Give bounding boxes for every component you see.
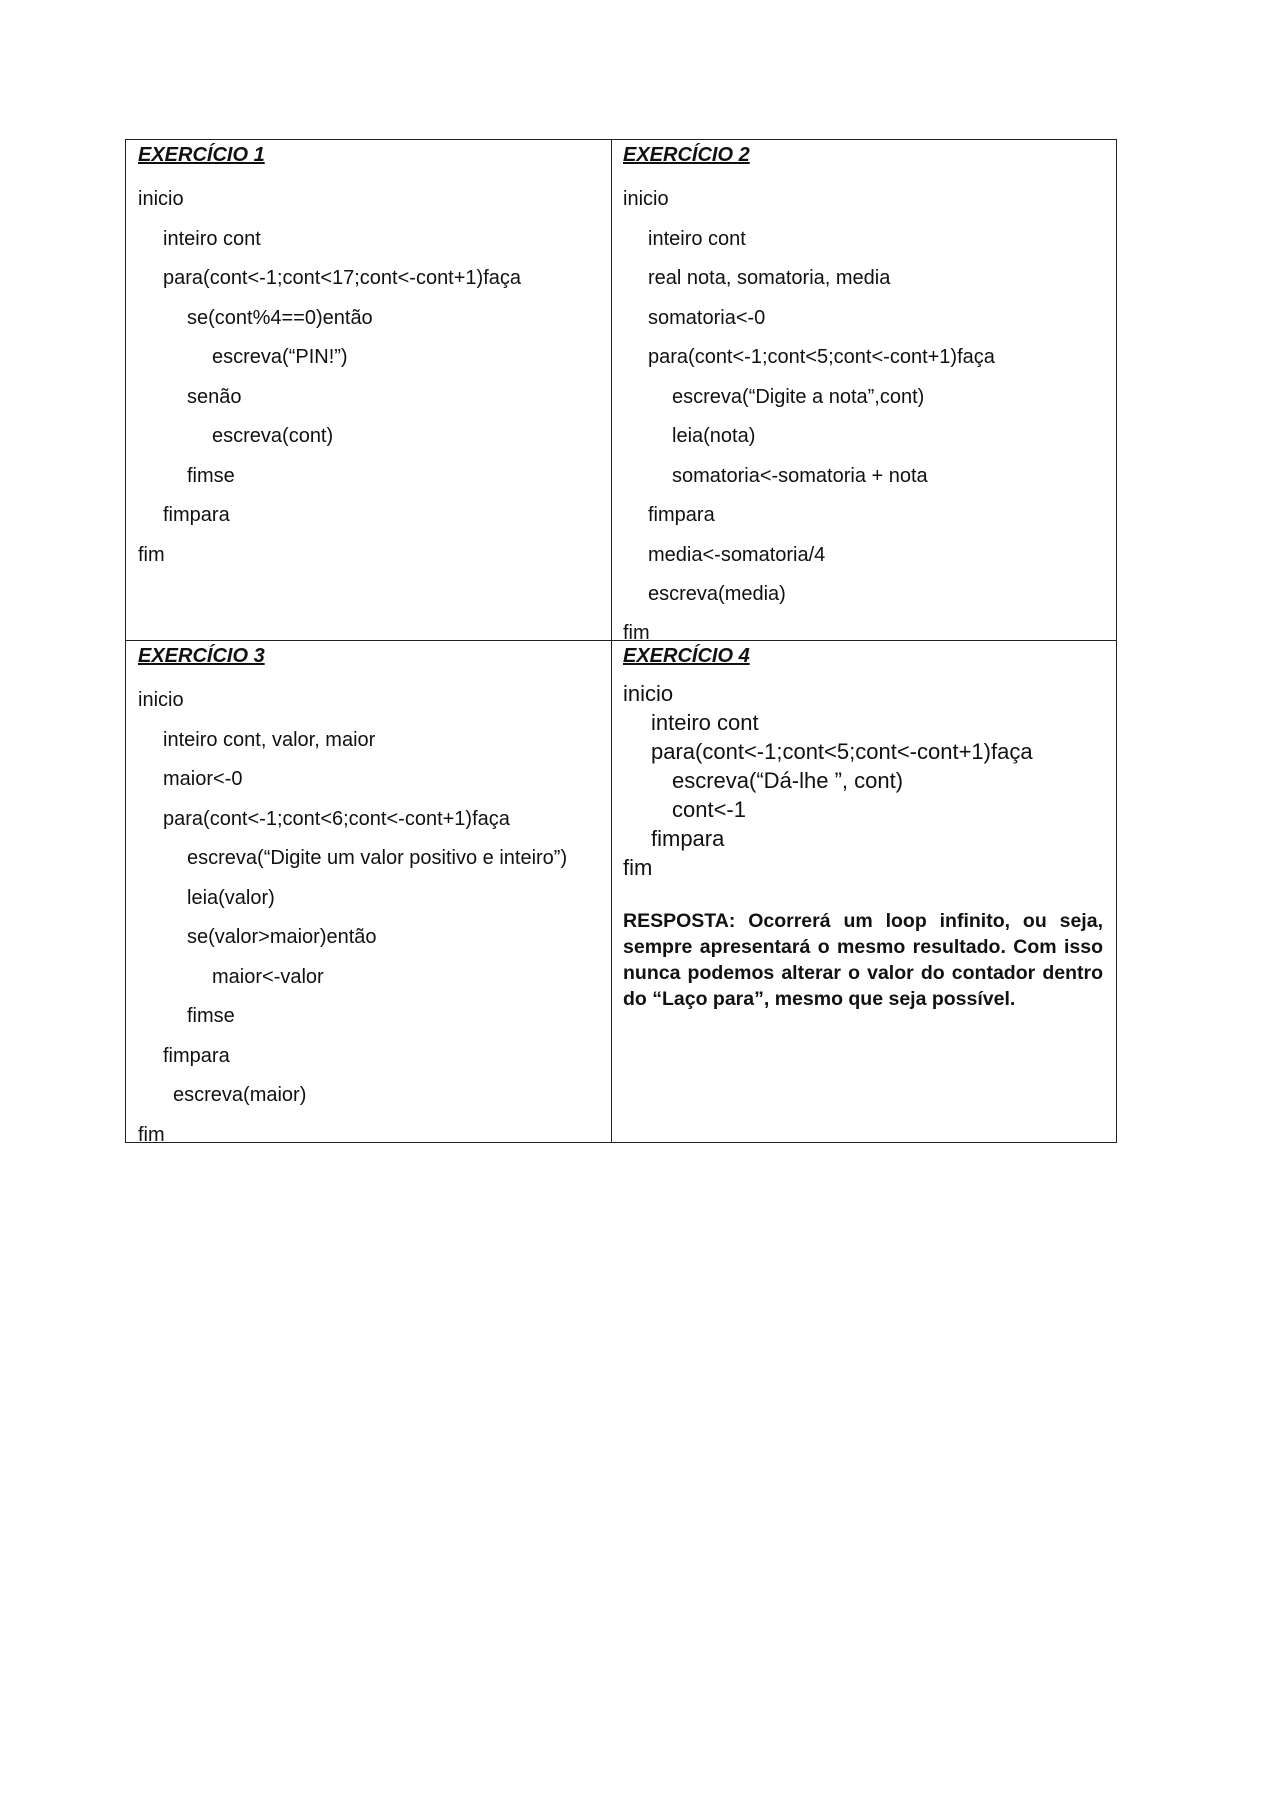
code-line: para(cont<-1;cont<17;cont<-cont+1)faça (163, 267, 522, 289)
answer-text: RESPOSTA: Ocorrerá um loop infinito, ou seja, sempre apresentará o mesmo resultado. Com isso nunca podemos alterar o valor do contador dentro do “Laço para”, mesmo que seja possível. (623, 910, 1103, 1010)
code-line: escreva(“Digite um valor positivo e inteiro”) (187, 847, 568, 869)
code-line: media<-somatoria/4 (648, 543, 826, 566)
code-line: inteiro cont (648, 227, 746, 250)
code-line: para(cont<-1;cont<6;cont<-cont+1)faça (163, 807, 510, 830)
code-line: escreva(cont) (212, 425, 334, 447)
code-line: inicio (623, 188, 669, 210)
exercise-table (125, 139, 1117, 1146)
code-line: fimse (187, 464, 235, 487)
exercise-2-cell (623, 140, 1113, 651)
code-line: somatoria<-somatoria + nota (672, 464, 928, 487)
code-line: inicio (623, 681, 674, 706)
code-line: inteiro cont (163, 227, 261, 250)
exercise-1-cell (138, 140, 608, 575)
code-line: inicio (138, 689, 184, 711)
exercise-4-title: EXERCÍCIO 4 (623, 645, 750, 667)
code-line: inteiro cont (651, 710, 759, 735)
code-line: fim (138, 543, 165, 566)
code-line: para(cont<-1;cont<5;cont<-cont+1)faça (651, 739, 1033, 764)
code-line: escreva(“PIN!”) (212, 346, 348, 368)
code-line: maior<-valor (212, 965, 324, 988)
code-line: inteiro cont, valor, maior (163, 728, 376, 751)
code-line: fim (138, 1123, 165, 1146)
code-line: fim (623, 855, 653, 880)
code-line: real nota, somatoria, media (648, 267, 891, 289)
code-line: fimpara (651, 826, 725, 851)
code-line: somatoria<-0 (648, 306, 766, 329)
exercise-3-cell (138, 641, 608, 1155)
code-line: se(valor>maior)então (187, 926, 377, 948)
column-divider (611, 140, 612, 1142)
exercise-3-title: EXERCÍCIO 3 (138, 645, 265, 667)
code-line: senão (187, 385, 242, 408)
code-line: leia(nota) (672, 425, 756, 447)
exercise-1-title: EXERCÍCIO 1 (138, 144, 265, 166)
exercise-2-title: EXERCÍCIO 2 (623, 144, 750, 166)
exercise-4-cell (623, 641, 1103, 1012)
code-line: fimpara (163, 504, 230, 526)
code-line: fimpara (648, 504, 715, 526)
code-line: fim (623, 621, 650, 644)
code-line: escreva(“Digite a nota”,cont) (672, 385, 925, 408)
code-line: cont<-1 (672, 797, 746, 822)
code-line: fimpara (163, 1044, 230, 1067)
code-line: escreva(“Dá-lhe ”, cont) (672, 768, 904, 793)
code-line: para(cont<-1;cont<5;cont<-cont+1)faça (648, 346, 995, 368)
code-line: escreva(media) (648, 583, 786, 605)
code-line: maior<-0 (163, 768, 243, 790)
code-line: inicio (138, 188, 184, 210)
code-line: se(cont%4==0)então (187, 306, 373, 329)
code-line: leia(valor) (187, 886, 275, 909)
code-line: fimse (187, 1005, 235, 1027)
code-line: escreva(maior) (173, 1084, 307, 1106)
